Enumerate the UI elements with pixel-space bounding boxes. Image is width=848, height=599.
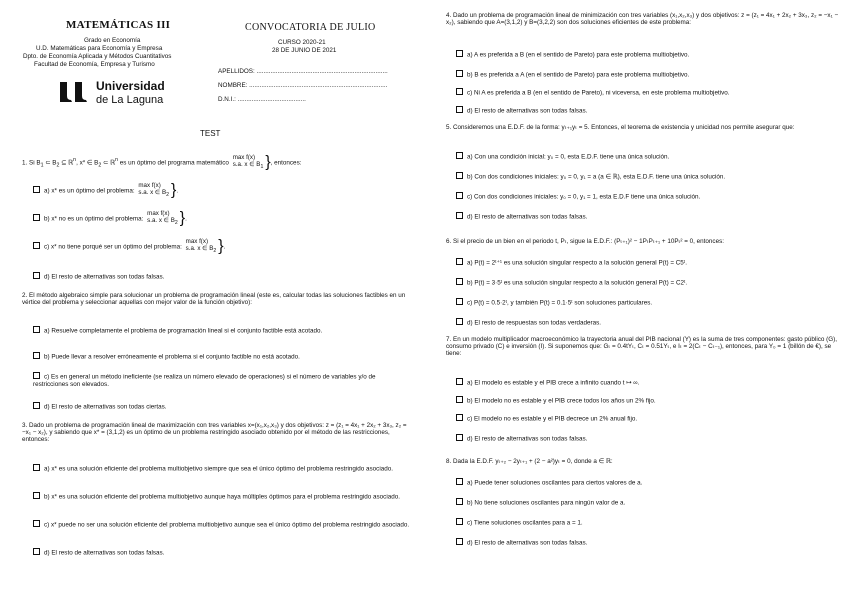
checkbox[interactable]: [456, 172, 463, 179]
checkbox[interactable]: [33, 272, 40, 279]
q5-option-d[interactable]: d) El resto de alternativas son todas falsas.: [456, 212, 840, 221]
q5-option-c[interactable]: c) Con dos condiciones iniciales: y₀ = 0, y₁ = 1, esta E.D.F tiene una única solución.: [456, 192, 840, 201]
q6-option-b[interactable]: b) P(t) = 3·5ᵗ es una solución singular respecto a la solución general P(t) = C2ᵗ.: [456, 278, 840, 287]
degree: Grado en Economía: [84, 37, 141, 44]
faculty: Facultad de Economía, Empresa y Turismo: [34, 61, 155, 68]
q4-option-a[interactable]: a) A es preferida a B (en el sentido de Pareto) para este problema multiobjetivo.: [456, 50, 840, 59]
question-2-stem: 2. El método algebraico simple para solucionar un problema de programación lineal (este es, calcular todas las soluciones factibles en un vértice del problema y seleccionar aquellas con mejor valor de la función objetivo):: [22, 292, 406, 307]
question-6-stem: 6. Si el precio de un bien en el periodo t, Pₜ, sigue la E.D.F.: (Pₜ₊₁)² − 1PₜPₜ₊₁ + 10Pₜ² = 0, entonces:: [446, 238, 724, 245]
exam-date: 28 DE JUNIO DE 2021: [272, 47, 337, 54]
checkbox[interactable]: [33, 548, 40, 555]
question-4-stem: 4. Dado un problema de programación lineal de minimización con tres variables (x₁,x₂,x₃) y dos objetivos: z = (z₁ = 4x₁ + 2x₂ + 3x₃, z₂ = −x₁ − x₂), sabiendo que A=(3,1,2) y B=(3,2,2) son dos soluciones eficientes de este problema:: [446, 12, 839, 27]
checkbox[interactable]: [33, 242, 40, 249]
question-7-stem: 7. En un modelo multiplicador macroeconómico la trayectoria anual del PIB nacional (Y) es la suma de tres componentes: gasto público (G), consumo privado (C) e inversión (I). Si suponemos que: Gₜ = 0.4tYₜ, Cₜ = 0.51Yₜ, e Iₜ = 2(Cₜ − Cₜ₋₁), entonces, para Y₀ = 1 (billón de €), se tiene:: [446, 336, 837, 358]
checkbox[interactable]: [456, 434, 463, 441]
checkbox[interactable]: [33, 464, 40, 471]
checkbox[interactable]: [456, 258, 463, 265]
q7-option-b[interactable]: b) El modelo no es estable y el PIB crece todos los años un 2% fijo.: [456, 396, 840, 405]
checkbox[interactable]: [456, 538, 463, 545]
checkbox[interactable]: [33, 520, 40, 527]
logo-text-line2: de La Laguna: [96, 94, 164, 106]
checkbox[interactable]: [456, 192, 463, 199]
checkbox[interactable]: [456, 298, 463, 305]
logo-text-line1: Universidad: [96, 79, 165, 93]
checkbox[interactable]: [456, 414, 463, 421]
q3-option-c[interactable]: c) x* puede no ser una solución eficiente del problema multiobjetivo aunque sea el único óptimo del problema restringido asociado.: [33, 520, 411, 529]
q6-option-a[interactable]: a) P(t) = 2ᵗ⁺¹ es una solución singular respecto a la solución general P(t) = C5ᵗ.: [456, 258, 840, 267]
q1-option-c[interactable]: c) x* no tiene porqué ser un óptimo del problema: max f(x) s.a. x ∈ $B_2$ }.: [33, 238, 225, 255]
course-title: MATEMÁTICAS III: [66, 19, 171, 31]
q6-option-c[interactable]: c) P(t) = 0.5·2ᵗ, y también P(t) = 0.1·5ᵗ son soluciones particulares.: [456, 298, 840, 307]
checkbox[interactable]: [456, 378, 463, 385]
unit: U.D. Matemáticas para Economía y Empresa: [36, 45, 163, 52]
checkbox[interactable]: [456, 152, 463, 159]
question-5-stem: 5. Consideremos una E.D.F. de la forma: yₜ₊₁yₜ = 5. Entonces, el teorema de existencia y unicidad nos permite asegurar que:: [446, 124, 795, 131]
q4-option-b[interactable]: b) B es preferida a A (en el sentido de Pareto) para este problema multiobjetivo.: [456, 70, 840, 79]
checkbox[interactable]: [33, 402, 40, 409]
checkbox[interactable]: [456, 212, 463, 219]
q5-option-a[interactable]: a) Con una condición inicial: y₀ = 0, esta E.D.F. tiene una única solución.: [456, 152, 840, 161]
checkbox[interactable]: [456, 478, 463, 485]
name-field[interactable]: NOMBRE: ...............................................................................: [218, 82, 388, 89]
q1-option-b[interactable]: b) x* no es un óptimo del problema: max f(x) s.a. x ∈ $B_2$ }.: [33, 210, 187, 227]
q6-option-d[interactable]: d) El resto de respuestas son todas verdaderas.: [456, 318, 840, 327]
exam-title: CONVOCATORIA DE JULIO: [245, 22, 376, 33]
program-q1: max f(x) s.a. x ∈ $B_1$: [232, 154, 264, 171]
q8-option-d[interactable]: d) El resto de alternativas son todas falsas.: [456, 538, 840, 547]
q5-option-b[interactable]: b) Con dos condiciones iniciales: y₀ = 0, y₁ = a (a ∈ ℝ), esta E.D.F. tiene una única solución.: [456, 172, 840, 181]
q3-option-a[interactable]: a) x* es una solución eficiente del problema multiobjetivo siempre que sea el único óptimo del problema restringido asociado.: [33, 464, 411, 473]
surname-field[interactable]: APELLIDOS: ...........................................................................: [218, 68, 388, 75]
checkbox[interactable]: [456, 70, 463, 77]
question-1-stem: 1. Si $B_1$ ⊂ $B_2$ ⊆ ℝ$^n$, x* ∈ $B_2$ ⊂ ℝ$^n$ es un óptimo del programa matemático max f(x) s.a. x ∈ $B_1$ }, entonces:: [22, 153, 302, 171]
q7-option-c[interactable]: c) El modelo no es estable y el PIB decrece un 2% anual fijo.: [456, 414, 840, 423]
checkbox[interactable]: [33, 352, 40, 359]
q8-option-b[interactable]: b) No tiene soluciones oscilantes para ningún valor de a.: [456, 498, 840, 507]
q7-option-a[interactable]: a) El modelo es estable y el PIB crece a infinito cuando t ↦ ∞.: [456, 378, 840, 387]
checkbox[interactable]: [456, 278, 463, 285]
q4-option-c[interactable]: c) Ni A es preferida a B (en el sentido de Pareto), ni viceversa, en este problema multiobjetivo.: [456, 88, 840, 97]
q2-option-b[interactable]: b) Puede llevar a resolver erróneamente el problema si el conjunto factible no está acotado.: [33, 352, 411, 361]
q3-option-d[interactable]: d) El resto de alternativas son todas falsas.: [33, 548, 411, 557]
question-8-stem: 8. Dada la E.D.F. yₜ₊₂ − 2yₜ₊₁ + (2 − a²)yₜ = 0, donde a ∈ ℝ:: [446, 458, 613, 465]
q2-option-c[interactable]: c) Es en general un método ineficiente (se realiza un número elevado de operaciones) si el número de variables y/o de restricciones son elevados.: [33, 373, 376, 388]
checkbox[interactable]: [456, 518, 463, 525]
checkbox[interactable]: [456, 106, 463, 113]
checkbox[interactable]: [33, 492, 40, 499]
ull-logo-icon: [58, 80, 90, 104]
checkbox[interactable]: [456, 318, 463, 325]
q1-option-a[interactable]: a) x* es un óptimo del problema: max f(x) s.a. x ∈ $B_2$ }.: [33, 182, 178, 199]
q2-option-d[interactable]: d) El resto de alternativas son todas ciertas.: [33, 402, 411, 411]
checkbox[interactable]: [456, 498, 463, 505]
dni-field[interactable]: D.N.I.: .......................................: [218, 96, 306, 103]
checkbox[interactable]: [33, 186, 40, 193]
q3-option-b[interactable]: b) x* es una solución eficiente del problema multiobjetivo aunque haya múltiples óptimos para el problema restringido asociado.: [33, 492, 411, 501]
checkbox[interactable]: [456, 50, 463, 57]
q7-option-d[interactable]: d) El resto de alternativas son todas falsas.: [456, 434, 840, 443]
checkbox[interactable]: [33, 326, 40, 333]
q2-option-a[interactable]: a) Resuelve completamente el problema de programación lineal si el conjunto factible está acotado.: [33, 326, 411, 335]
q8-option-a[interactable]: a) Puede tener soluciones oscilantes para ciertos valores de a.: [456, 478, 840, 487]
checkbox[interactable]: [456, 396, 463, 403]
q1-option-d[interactable]: d) El resto de alternativas son todas falsas.: [33, 272, 164, 281]
q8-option-c[interactable]: c) Tiene soluciones oscilantes para a = 1.: [456, 518, 840, 527]
question-3-stem: 3. Dado un problema de programación lineal de maximización con tres variables x=(x₁,x₂,x₃) y dos objetivos: z = (z₁ = 4x₁ + 2x₂ + 3x₃, z₂ = −x₁ − x₂), y sabiendo que x* = (3,1,2) es un óptimo de un problema restringido asociado obtenido por el método de las restricciones, entonces:: [22, 422, 407, 444]
checkbox[interactable]: [33, 372, 40, 379]
department: Dpto. de Economía Aplicada y Métodos Cuantitativos: [23, 53, 172, 60]
checkbox[interactable]: [456, 88, 463, 95]
test-title: TEST: [200, 129, 221, 138]
checkbox[interactable]: [33, 214, 40, 221]
q4-option-d[interactable]: d) El resto de alternativas son todas falsas.: [456, 106, 840, 115]
course-year: CURSO 2020-21: [278, 39, 326, 46]
